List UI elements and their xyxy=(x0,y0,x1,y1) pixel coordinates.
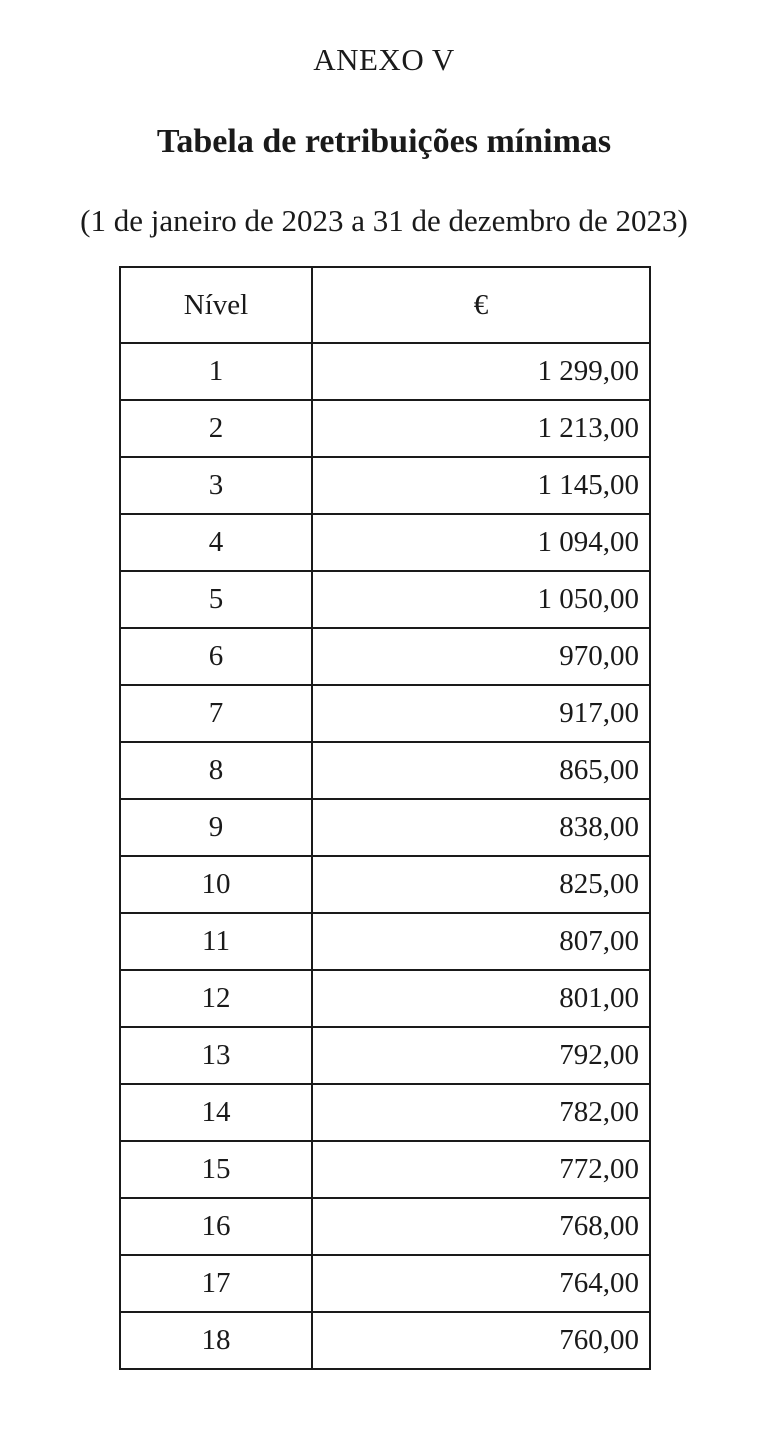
level-cell: 5 xyxy=(120,571,312,628)
value-cell: 768,00 xyxy=(312,1198,650,1255)
level-cell: 7 xyxy=(120,685,312,742)
level-cell: 9 xyxy=(120,799,312,856)
value-cell: 807,00 xyxy=(312,913,650,970)
level-cell: 16 xyxy=(120,1198,312,1255)
table-row xyxy=(120,628,650,685)
value-cell: 917,00 xyxy=(312,685,650,742)
table-row xyxy=(120,856,650,913)
level-cell: 2 xyxy=(120,400,312,457)
table-row xyxy=(120,514,650,571)
value-cell: 1 299,00 xyxy=(312,343,650,400)
salary-table xyxy=(119,266,651,1370)
value-cell: 970,00 xyxy=(312,628,650,685)
table-row xyxy=(120,913,650,970)
table-row xyxy=(120,457,650,514)
value-cell: 1 050,00 xyxy=(312,571,650,628)
table-row xyxy=(120,343,650,400)
table-row xyxy=(120,1027,650,1084)
page-title: Tabela de retribuições mínimas xyxy=(156,123,612,160)
table-row xyxy=(120,1084,650,1141)
level-cell: 1 xyxy=(120,343,312,400)
column-header-level: Nível xyxy=(120,267,312,343)
table-row xyxy=(120,970,650,1027)
value-cell: 792,00 xyxy=(312,1027,650,1084)
level-cell: 8 xyxy=(120,742,312,799)
value-cell: 1 094,00 xyxy=(312,514,650,571)
value-cell: 838,00 xyxy=(312,799,650,856)
level-cell: 17 xyxy=(120,1255,312,1312)
value-cell: 1 145,00 xyxy=(312,457,650,514)
level-cell: 13 xyxy=(120,1027,312,1084)
value-cell: 865,00 xyxy=(312,742,650,799)
level-cell: 18 xyxy=(120,1312,312,1369)
table-row xyxy=(120,1255,650,1312)
table-row xyxy=(120,1198,650,1255)
value-cell: 801,00 xyxy=(312,970,650,1027)
level-cell: 12 xyxy=(120,970,312,1027)
value-cell: 1 213,00 xyxy=(312,400,650,457)
table-row xyxy=(120,1312,650,1369)
value-cell: 782,00 xyxy=(312,1084,650,1141)
value-cell: 772,00 xyxy=(312,1141,650,1198)
value-cell: 825,00 xyxy=(312,856,650,913)
table-row xyxy=(120,799,650,856)
period-subtitle: (1 de janeiro de 2023 a 31 de dezembro de 2023) xyxy=(80,203,688,238)
table-row xyxy=(120,685,650,742)
column-header-euro: € xyxy=(312,267,650,343)
table-body xyxy=(120,343,650,1369)
level-cell: 3 xyxy=(120,457,312,514)
value-cell: 764,00 xyxy=(312,1255,650,1312)
table-row xyxy=(120,571,650,628)
annex-heading: ANEXO V xyxy=(313,42,455,77)
level-cell: 10 xyxy=(120,856,312,913)
table-row xyxy=(120,400,650,457)
value-cell: 760,00 xyxy=(312,1312,650,1369)
level-cell: 15 xyxy=(120,1141,312,1198)
level-cell: 6 xyxy=(120,628,312,685)
level-cell: 14 xyxy=(120,1084,312,1141)
header-row xyxy=(120,267,650,343)
table-row xyxy=(120,1141,650,1198)
table-row xyxy=(120,742,650,799)
level-cell: 4 xyxy=(120,514,312,571)
table-header xyxy=(120,267,650,343)
level-cell: 11 xyxy=(120,913,312,970)
